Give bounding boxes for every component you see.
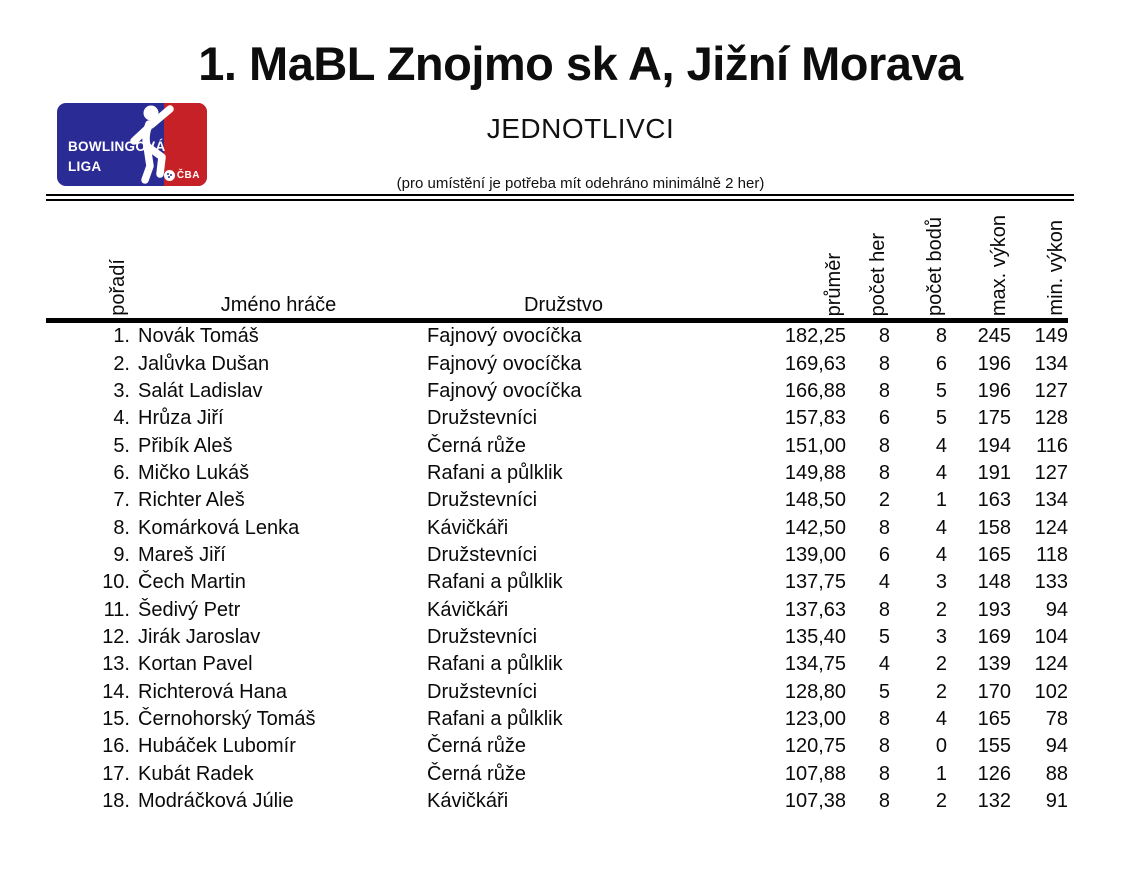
cell-average: 137,63 <box>784 598 846 621</box>
cell-team: Rafani a půlklik <box>427 653 563 676</box>
cell-games: 8 <box>878 434 890 457</box>
cell-min: 78 <box>1045 707 1068 730</box>
cell-max: 148 <box>977 571 1011 594</box>
cell-team: Rafani a půlklik <box>427 707 563 730</box>
cell-rank: 5. <box>113 434 130 457</box>
cell-player-name: Kortan Pavel <box>138 653 253 676</box>
cell-player-name: Modráčková Júlie <box>138 790 294 813</box>
cell-games: 8 <box>878 379 890 402</box>
cell-team: Fajnový ovocíčka <box>427 352 582 375</box>
cell-average: 157,83 <box>784 407 846 430</box>
cell-average: 128,80 <box>784 680 846 703</box>
cell-rank: 6. <box>113 461 130 484</box>
qualification-note: (pro umístění je potřeba mít odehráno minimálně 2 her) <box>396 175 765 192</box>
cell-average: 169,63 <box>784 352 846 375</box>
cell-min: 134 <box>1034 489 1068 512</box>
col-header-name-label: Jméno hráče <box>220 294 337 316</box>
cell-team: Kávičkáři <box>427 516 509 539</box>
table-row <box>46 432 1068 459</box>
bowling-ball-icon <box>164 170 175 181</box>
cell-player-name: Richter Aleš <box>138 489 245 512</box>
cba-badge-label: ČBA <box>176 170 200 181</box>
cell-min: 104 <box>1034 625 1068 648</box>
cell-games: 2 <box>878 489 890 512</box>
cell-rank: 8. <box>113 516 130 539</box>
cell-games: 8 <box>878 598 890 621</box>
cell-rank: 18. <box>102 790 130 813</box>
page-title: 1. MaBL Znojmo sk A, Jižní Morava <box>198 37 963 90</box>
cell-games: 8 <box>878 352 890 375</box>
cell-player-name: Čech Martin <box>138 571 246 594</box>
cell-min: 88 <box>1045 762 1068 785</box>
cell-games: 5 <box>878 625 890 648</box>
league-logo <box>57 103 207 186</box>
table-row <box>46 542 1068 569</box>
cell-games: 8 <box>878 461 890 484</box>
cell-average: 148,50 <box>784 489 846 512</box>
cell-games: 8 <box>878 735 890 758</box>
cell-average: 182,25 <box>784 325 846 348</box>
cell-max: 170 <box>977 680 1011 703</box>
cell-points: 3 <box>935 571 947 594</box>
cell-max: 126 <box>977 762 1011 785</box>
col-header-points <box>890 208 947 318</box>
cell-player-name: Přibík Aleš <box>138 434 233 457</box>
cell-average: 107,38 <box>784 790 846 813</box>
cell-points: 5 <box>935 379 947 402</box>
cell-min: 128 <box>1034 407 1068 430</box>
cell-max: 169 <box>977 625 1011 648</box>
cell-max: 165 <box>977 543 1011 566</box>
cell-average: 137,75 <box>784 571 846 594</box>
table-row <box>46 761 1068 788</box>
cell-player-name: Richterová Hana <box>138 680 287 703</box>
cell-games: 8 <box>878 325 890 348</box>
cell-rank: 17. <box>102 762 130 785</box>
cell-player-name: Hrůza Jiří <box>138 407 224 430</box>
cell-max: 139 <box>977 653 1011 676</box>
logo-text-line1: BOWLINGOVÁ <box>68 139 166 154</box>
cell-points: 4 <box>935 543 947 566</box>
cell-min: 116 <box>1036 434 1068 457</box>
cell-max: 132 <box>977 790 1011 813</box>
cell-player-name: Komárková Lenka <box>138 516 300 539</box>
cell-points: 8 <box>935 325 947 348</box>
cell-player-name: Černohorský Tomáš <box>138 707 316 730</box>
cell-points: 4 <box>935 707 947 730</box>
cell-games: 6 <box>878 543 890 566</box>
cell-team: Družstevníci <box>427 489 538 512</box>
col-header-games-label: počet her <box>867 232 889 316</box>
page-subtitle: JEDNOTLIVCI <box>486 113 675 144</box>
cell-max: 193 <box>977 598 1011 621</box>
cell-max: 245 <box>977 325 1011 348</box>
cell-average: 151,00 <box>784 434 846 457</box>
cell-min: 127 <box>1034 461 1068 484</box>
table-row <box>46 651 1068 678</box>
cell-player-name: Kubát Radek <box>138 762 254 785</box>
cell-team: Kávičkáři <box>427 790 509 813</box>
cell-player-name: Hubáček Lubomír <box>138 735 296 758</box>
cell-max: 163 <box>977 489 1011 512</box>
cell-team: Rafani a půlklik <box>427 461 563 484</box>
cell-games: 8 <box>878 762 890 785</box>
logo-text-line2: LIGA <box>68 159 102 174</box>
cell-max: 158 <box>977 516 1011 539</box>
table-row <box>46 487 1068 514</box>
table-row <box>46 405 1068 432</box>
cell-points: 1 <box>935 762 947 785</box>
cell-points: 4 <box>935 461 947 484</box>
cell-team: Družstevníci <box>427 543 538 566</box>
table-row <box>46 733 1068 760</box>
cell-points: 4 <box>935 516 947 539</box>
table-row <box>46 788 1068 815</box>
cell-min: 94 <box>1045 735 1068 758</box>
cell-games: 8 <box>878 790 890 813</box>
cell-rank: 2. <box>113 352 130 375</box>
table-row <box>46 514 1068 541</box>
table-row <box>46 596 1068 623</box>
cell-team: Družstevníci <box>427 680 538 703</box>
table-body <box>46 323 1068 815</box>
table-row <box>46 323 1068 350</box>
cell-team: Kávičkáři <box>427 598 509 621</box>
cell-rank: 14. <box>102 680 130 703</box>
col-header-rank-label: pořadí <box>107 259 129 316</box>
cba-badge <box>164 170 200 181</box>
cell-team: Černá růže <box>427 762 526 785</box>
cell-games: 6 <box>878 407 890 430</box>
cell-player-name: Novák Tomáš <box>138 325 259 348</box>
cell-team: Družstevníci <box>427 407 538 430</box>
cell-player-name: Salát Ladislav <box>138 379 263 402</box>
table-row <box>46 624 1068 651</box>
cell-min: 124 <box>1034 516 1068 539</box>
cell-games: 5 <box>878 680 890 703</box>
cell-points: 3 <box>935 625 947 648</box>
cell-min: 102 <box>1034 680 1068 703</box>
cell-rank: 15. <box>102 707 130 730</box>
cell-average: 142,50 <box>784 516 846 539</box>
cell-average: 120,75 <box>784 735 846 758</box>
cell-rank: 3. <box>113 379 130 402</box>
col-header-games <box>846 208 890 318</box>
cell-max: 155 <box>977 735 1011 758</box>
cell-average: 134,75 <box>784 653 846 676</box>
cell-points: 2 <box>935 653 947 676</box>
col-header-team <box>427 208 700 318</box>
cell-points: 5 <box>935 407 947 430</box>
cell-rank: 4. <box>113 407 130 430</box>
table-row <box>46 350 1068 377</box>
cell-average: 166,88 <box>784 379 846 402</box>
col-header-max-label: max. výkon <box>988 214 1010 316</box>
col-header-max <box>947 208 1011 318</box>
cell-average: 107,88 <box>784 762 846 785</box>
col-header-min-label: min. výkon <box>1045 220 1067 316</box>
cell-min: 127 <box>1034 379 1068 402</box>
cell-max: 196 <box>977 352 1011 375</box>
cell-max: 196 <box>977 379 1011 402</box>
standings-table <box>46 208 1068 815</box>
cell-player-name: Jalůvka Dušan <box>138 352 270 375</box>
cell-rank: 10. <box>102 571 130 594</box>
cell-min: 149 <box>1034 325 1068 348</box>
table-row <box>46 569 1068 596</box>
cell-games: 8 <box>878 707 890 730</box>
cell-player-name: Šedivý Petr <box>138 598 241 621</box>
col-header-points-label: počet bodů <box>924 217 946 316</box>
cell-min: 134 <box>1034 352 1068 375</box>
cell-team: Černá růže <box>427 434 526 457</box>
col-header-average <box>700 208 846 318</box>
cell-team: Družstevníci <box>427 625 538 648</box>
col-header-min <box>1011 208 1068 318</box>
cell-rank: 13. <box>102 653 130 676</box>
cell-points: 2 <box>935 680 947 703</box>
cell-points: 2 <box>935 790 947 813</box>
table-header-row <box>46 208 1068 323</box>
cell-average: 149,88 <box>784 461 846 484</box>
cell-points: 1 <box>935 489 947 512</box>
cell-max: 194 <box>977 434 1011 457</box>
cell-team: Černá růže <box>427 735 526 758</box>
cell-max: 175 <box>977 407 1011 430</box>
cell-player-name: Mareš Jiří <box>138 543 226 566</box>
double-rule <box>46 194 1074 201</box>
cell-points: 4 <box>935 434 947 457</box>
table-row <box>46 706 1068 733</box>
cell-min: 124 <box>1034 653 1068 676</box>
col-header-team-label: Družstvo <box>524 294 603 316</box>
cell-rank: 7. <box>113 489 130 512</box>
table-row <box>46 460 1068 487</box>
cell-rank: 9. <box>113 543 130 566</box>
cell-points: 0 <box>935 735 947 758</box>
cell-team: Rafani a půlklik <box>427 571 563 594</box>
cell-min: 133 <box>1034 571 1068 594</box>
cell-min: 94 <box>1045 598 1068 621</box>
cell-team: Fajnový ovocíčka <box>427 379 582 402</box>
cell-player-name: Mičko Lukáš <box>138 461 250 484</box>
cell-min: 118 <box>1036 543 1068 566</box>
table-row <box>46 678 1068 705</box>
cell-points: 6 <box>935 352 947 375</box>
cell-games: 4 <box>878 571 890 594</box>
cell-player-name: Jirák Jaroslav <box>138 625 261 648</box>
table-row <box>46 378 1068 405</box>
cell-min: 91 <box>1045 790 1068 813</box>
cell-rank: 1. <box>113 325 130 348</box>
cell-max: 191 <box>977 461 1011 484</box>
col-header-name <box>130 208 427 318</box>
cell-games: 4 <box>878 653 890 676</box>
col-header-rank <box>46 208 130 318</box>
cell-rank: 12. <box>102 625 130 648</box>
cell-rank: 16. <box>102 735 130 758</box>
cell-average: 139,00 <box>784 543 846 566</box>
cell-team: Fajnový ovocíčka <box>427 325 582 348</box>
col-header-average-label: průměr <box>823 252 845 316</box>
cell-rank: 11. <box>103 598 130 621</box>
cell-max: 165 <box>977 707 1011 730</box>
cell-average: 123,00 <box>784 707 846 730</box>
cell-games: 8 <box>878 516 890 539</box>
cell-average: 135,40 <box>784 625 846 648</box>
cell-points: 2 <box>935 598 947 621</box>
